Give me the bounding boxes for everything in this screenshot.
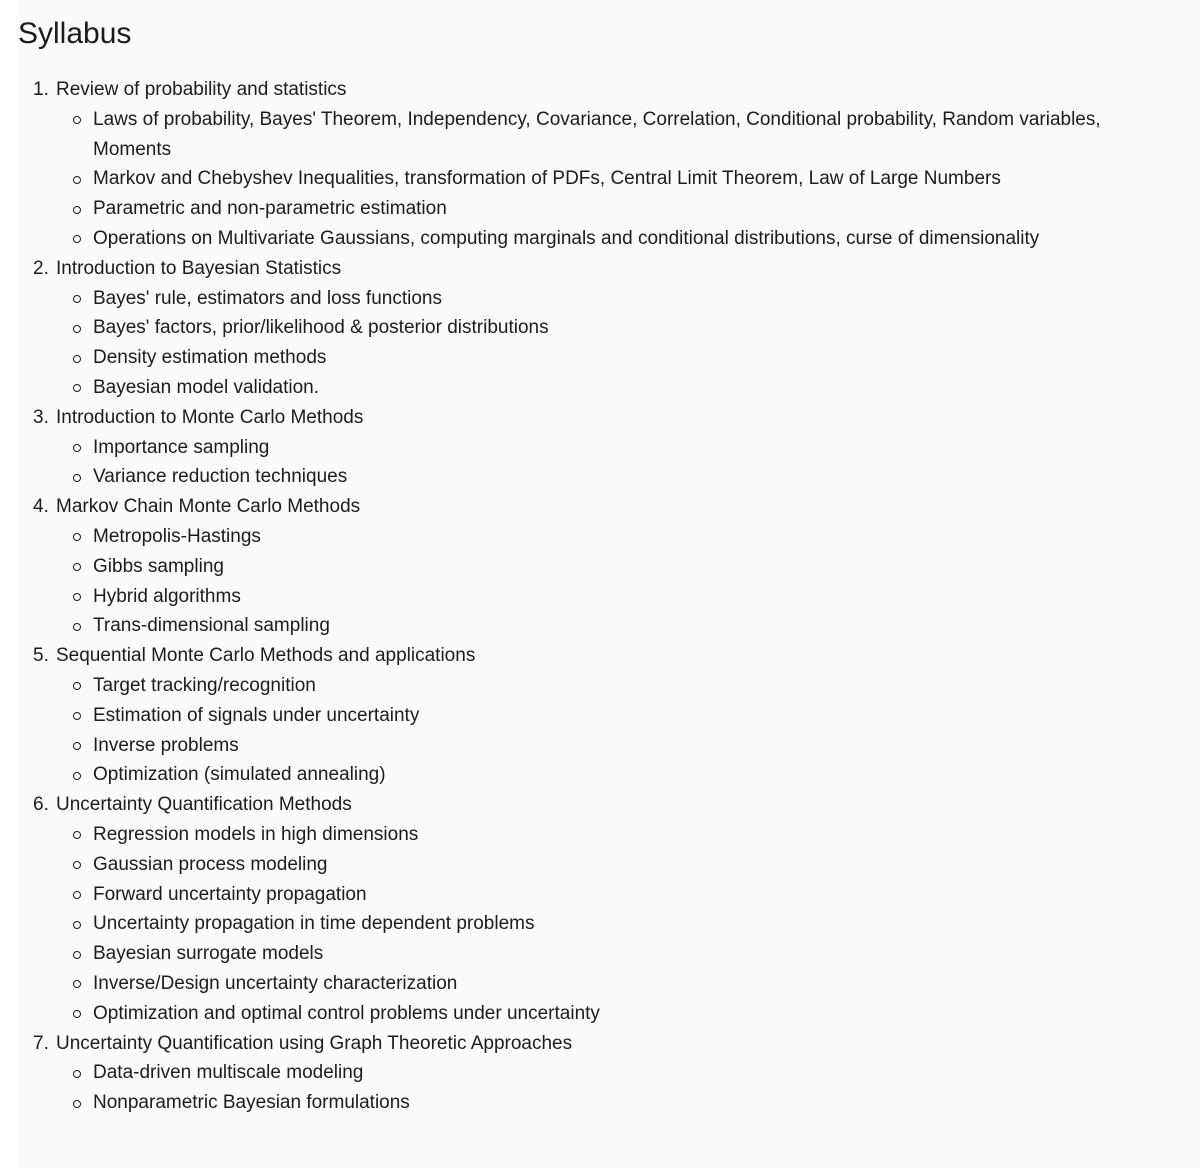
section-number: 1. xyxy=(33,79,49,100)
topic-list xyxy=(18,820,1178,1029)
syllabus-list xyxy=(18,75,1178,1118)
topic-list xyxy=(18,1058,1178,1118)
topic-item: Inverse problems xyxy=(18,731,1178,761)
section-number: 6. xyxy=(33,794,49,816)
topic-item: Importance sampling xyxy=(18,433,1178,463)
section-title: Review of probability and statistics xyxy=(56,79,347,100)
topic-list xyxy=(18,671,1178,790)
topic-list xyxy=(18,105,1178,254)
section-item xyxy=(18,75,1178,254)
topic-list xyxy=(18,522,1178,641)
section-heading xyxy=(18,641,1178,671)
topic-list xyxy=(18,433,1178,493)
section-title: Sequential Monte Carlo Methods and applications xyxy=(56,645,476,667)
section-heading xyxy=(18,75,1178,105)
topic-item: Gaussian process modeling xyxy=(18,850,1178,880)
section-number: 2. xyxy=(33,257,49,279)
section-number: 5. xyxy=(33,645,49,667)
topic-item: Forward uncertainty propagation xyxy=(18,880,1178,910)
topic-item: Data-driven multiscale modeling xyxy=(18,1058,1178,1088)
topic-item: Uncertainty propagation in time dependent problems xyxy=(18,909,1178,939)
topic-item: Density estimation methods xyxy=(18,343,1178,373)
section-heading xyxy=(18,790,1178,820)
topic-item: Operations on Multivariate Gaussians, computing marginals and conditional distributions, curse of dimensionality xyxy=(18,224,1178,254)
section-item xyxy=(18,492,1178,641)
section-title: Markov Chain Monte Carlo Methods xyxy=(56,496,361,518)
section-item xyxy=(18,254,1178,403)
topic-item: Trans-dimensional sampling xyxy=(18,611,1178,641)
topic-item: Variance reduction techniques xyxy=(18,462,1178,492)
section-heading xyxy=(18,1029,1178,1059)
section-item xyxy=(18,403,1178,492)
topic-item: Markov and Chebyshev Inequalities, transformation of PDFs, Central Limit Theorem, Law of Large Numbers xyxy=(18,164,1178,194)
topic-item: Inverse/Design uncertainty characterization xyxy=(18,969,1178,999)
section-number: 7. xyxy=(33,1032,49,1054)
section-item xyxy=(18,641,1178,790)
topic-item: Hybrid algorithms xyxy=(18,582,1178,612)
topic-item: Parametric and non-parametric estimation xyxy=(18,194,1178,224)
topic-item: Bayesian model validation. xyxy=(18,373,1178,403)
topic-item: Metropolis-Hastings xyxy=(18,522,1178,552)
section-number: 4. xyxy=(33,496,49,518)
section-heading xyxy=(18,403,1178,433)
section-title: Uncertainty Quantification using Graph Theoretic Approaches xyxy=(56,1032,573,1054)
section-heading xyxy=(18,492,1178,522)
section-number: 3. xyxy=(33,406,49,428)
topic-item: Optimization (simulated annealing) xyxy=(18,760,1178,790)
topic-item: Target tracking/recognition xyxy=(18,671,1178,701)
section-title: Introduction to Monte Carlo Methods xyxy=(56,406,364,428)
topic-item: Estimation of signals under uncertainty xyxy=(18,701,1178,731)
topic-item: Optimization and optimal control problems under uncertainty xyxy=(18,999,1178,1029)
topic-item: Laws of probability, Bayes' Theorem, Independency, Covariance, Correlation, Conditional probability, Random variables, Moments xyxy=(18,105,1178,165)
topic-list xyxy=(18,284,1178,403)
section-title: Uncertainty Quantification Methods xyxy=(56,794,352,816)
page-title: Syllabus xyxy=(18,17,132,50)
section-title: Introduction to Bayesian Statistics xyxy=(56,257,342,279)
section-heading xyxy=(18,254,1178,284)
topic-item: Regression models in high dimensions xyxy=(18,820,1178,850)
section-item xyxy=(18,1029,1178,1118)
topic-item: Nonparametric Bayesian formulations xyxy=(18,1088,1178,1118)
topic-item: Bayes' rule, estimators and loss functions xyxy=(18,284,1178,314)
topic-item: Bayesian surrogate models xyxy=(18,939,1178,969)
section-item xyxy=(18,790,1178,1028)
topic-item: Bayes' factors, prior/likelihood & posterior distributions xyxy=(18,313,1178,343)
topic-item: Gibbs sampling xyxy=(18,552,1178,582)
syllabus-panel xyxy=(18,0,1200,1168)
